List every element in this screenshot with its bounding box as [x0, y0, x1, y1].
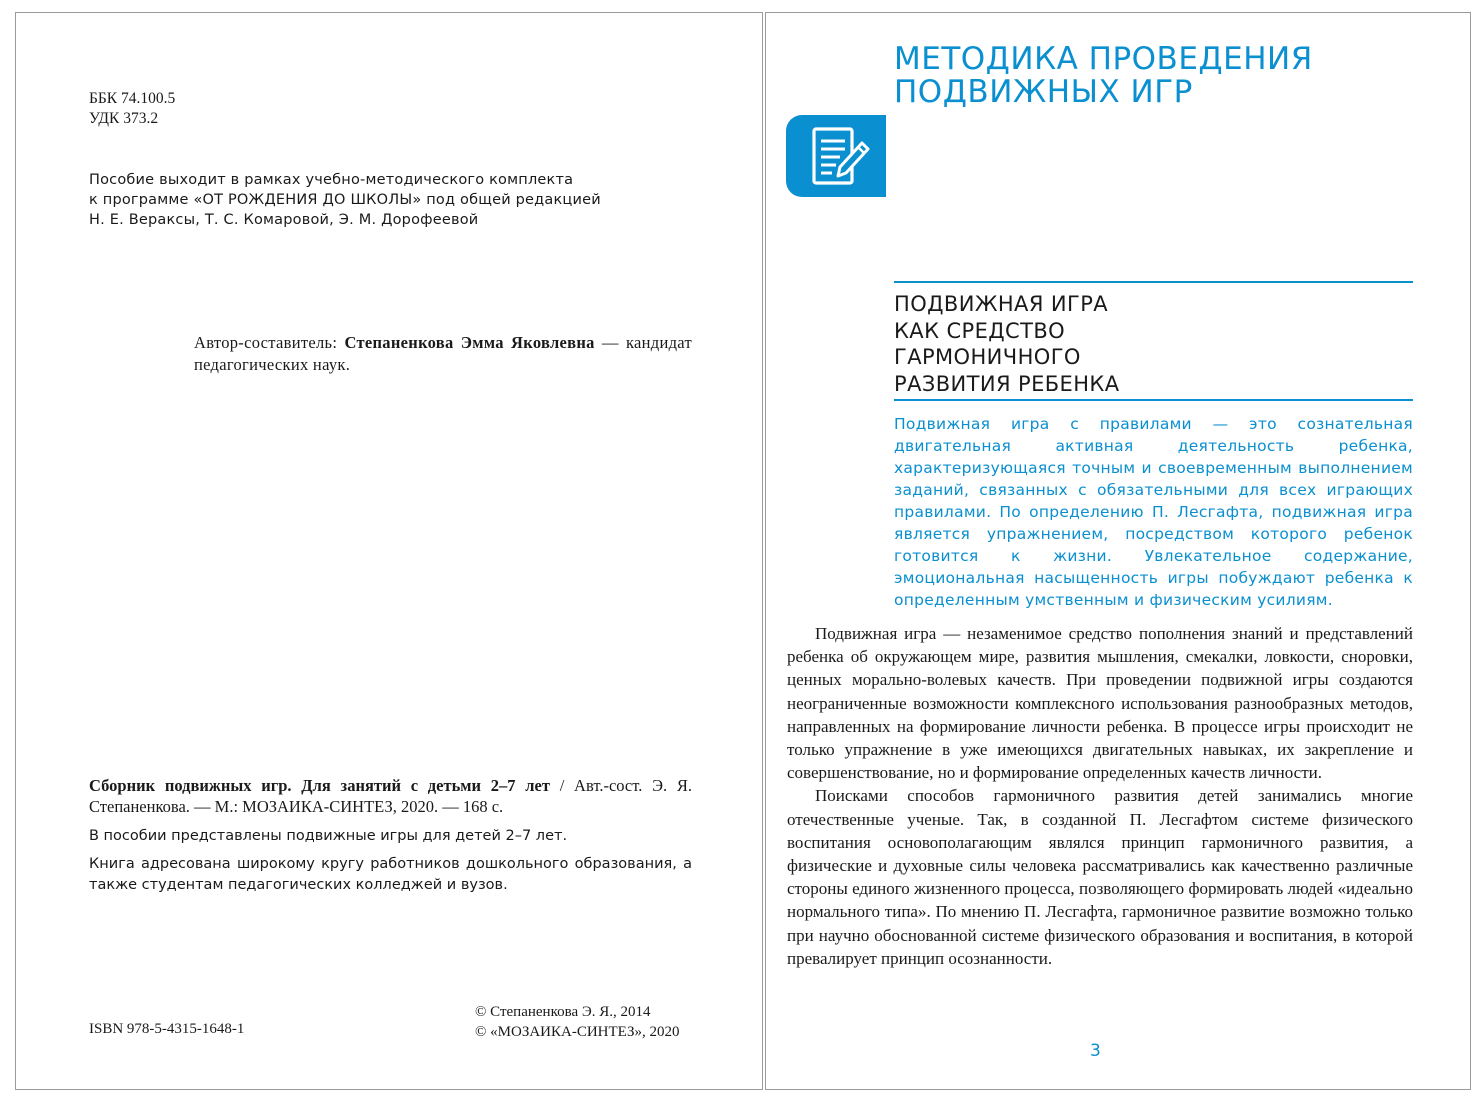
body-paragraph: Поисками способов гармоничного развития детей занимались многие отечественные ученые. Так, в созданной П. Лесгафтом системе физического воспитания основополагающим являлся принцип гармоничного развития, а физические и духовные силы человека рассматривались как качественно различные стороны единого жизненного процесса, позволяющего формировать людей «идеально нормального типа». По мнению П. Лесгафта, гармоничное развитие возможно только при научно обоснованной системе физического образования и воспитания, в которой превалирует принцип осознанности.: [787, 786, 1413, 968]
chapter-icon-box: [786, 115, 886, 197]
isbn: ISBN 978-5-4315-1648-1: [89, 1021, 245, 1037]
copyright-block: [475, 1002, 680, 1042]
udk-code: УДК 373.2: [89, 110, 159, 127]
section-title-line: ГАРМОНИЧНОГО: [894, 345, 1081, 369]
right-page: [765, 12, 1471, 1090]
body-text: [787, 622, 1413, 970]
series-note: [89, 170, 601, 230]
page-number: 3: [1090, 1041, 1101, 1061]
chapter-title-line: МЕТОДИКА ПРОВЕДЕНИЯ: [894, 41, 1313, 77]
annotation-audience: Книга адресована широкому кругу работников дошкольного образования, а также студентам педагогических колледжей и вузов.: [89, 856, 692, 893]
section-title: [894, 291, 1120, 397]
document-edit-icon: [808, 125, 872, 189]
copyright-publisher: © «МОЗАИКА-СИНТЕЗ», 2020: [475, 1024, 680, 1040]
author-name: Степаненкова Эмма Яковлевна: [344, 333, 595, 352]
body-paragraph: Подвижная игра — незаменимое средство пополнения знаний и представлений ребенка об окружающем мире, развития мышления, смекалки, ловкости, сноровки, ценных морально-волевых качеств. При проведении подвижной игры создаются неограниченные возможности комплексного использования разнообразных методов, направленных на формирование личности ребенка. В процессе игры происходит не только упражнение в уже имеющихся двигательных навыках, их закрепление и совершенствование, но и формирование определенных качеств личности.: [787, 624, 1413, 783]
section-title-line: ПОДВИЖНАЯ ИГРА: [894, 292, 1109, 316]
series-line: Пособие выходит в рамках учебно-методического комплекта: [89, 172, 574, 188]
series-line: Н. Е. Вераксы, Т. С. Комаровой, Э. М. Дорофеевой: [89, 212, 479, 228]
author-label: Автор-составитель:: [194, 333, 345, 352]
book-title: Сборник подвижных игр. Для занятий с детьми 2–7 лет: [89, 776, 550, 795]
series-line: к программе «ОТ РОЖДЕНИЯ ДО ШКОЛЫ» под общей редакцией: [89, 192, 601, 208]
annotation-line: В пособии представлены подвижные игры для детей 2–7 лет.: [89, 828, 568, 844]
section-title-line: РАЗВИТИЯ РЕБЕНКА: [894, 371, 1120, 396]
author-degree: — кандидат педагогических наук.: [194, 333, 692, 374]
author-credit: [194, 332, 692, 376]
chapter-title: [894, 43, 1313, 109]
copyright-author: © Степаненкова Э. Я., 2014: [475, 1004, 651, 1020]
section-rule-bottom: [894, 399, 1413, 401]
bbk-code: ББК 74.100.5: [89, 90, 176, 107]
bibliographic-record: [89, 775, 692, 817]
publication-details: / Авт.-сост. Э. Я. Степаненкова. — М.: МОЗАИКА-СИНТЕЗ, 2020. — 168 с.: [89, 776, 692, 816]
left-page: [15, 12, 763, 1090]
chapter-title-line: ПОДВИЖНЫХ ИГР: [894, 74, 1193, 110]
section-title-line: КАК СРЕДСТВО: [894, 318, 1066, 343]
section-rule-top: [894, 281, 1413, 283]
lead-paragraph: Подвижная игра с правилами — это сознательная двигательная активная деятельность ребенка, характеризующаяся точным и своевременным выполнением заданий, связанных с обязательными для всех играющих правилами. По определению П. Лесгафта, подвижная игра является упражнением, посредством которого ребенок готовится к жизни. Увлекательное содержание, эмоциональная насыщенность игры побуждают ребенка к определенным умственным и физическим усилиям.: [894, 415, 1413, 609]
classification-block: [89, 89, 175, 129]
